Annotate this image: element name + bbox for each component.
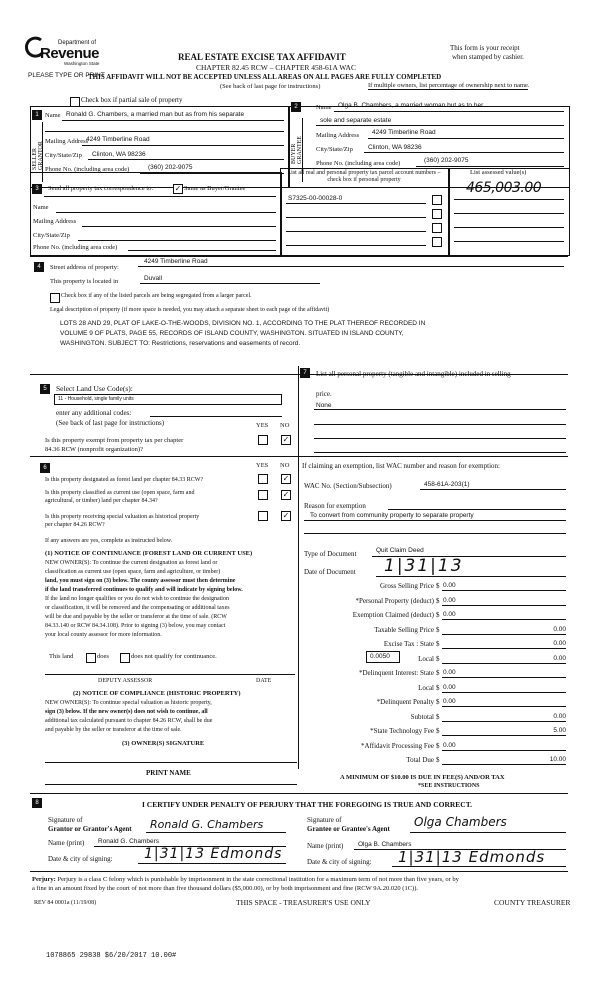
- calc-row-label: *Personal Property (deduct): [355, 597, 434, 605]
- calc-row-dollar: $: [436, 597, 440, 605]
- partial-sale-label: Check box if partial sale of property: [81, 96, 183, 104]
- grantor-name-value: Ronald G. Chambers: [98, 838, 160, 845]
- grantee-agent-label: Grantee or Grantee's Agent: [307, 825, 390, 833]
- county-treasurer: COUNTY TREASURER: [494, 898, 571, 907]
- calc-row: [300, 626, 570, 638]
- calc-row-label: Local: [418, 684, 434, 692]
- calc-row: [300, 611, 570, 623]
- current-use-question-line2: agricultural, or timber) land per chapter 84.34?: [45, 498, 158, 504]
- section-5-number: 5: [40, 384, 50, 394]
- calc-row: [300, 582, 570, 594]
- correspondence-name-label: Name: [33, 204, 49, 211]
- located-in-label: This property is located in: [50, 278, 119, 285]
- seller-side-label: SELLER GRANTOR: [32, 141, 44, 170]
- calc-row-value: 0.00: [553, 640, 566, 647]
- section-4-number: 4: [34, 262, 44, 272]
- dept-line1: Department of: [58, 40, 97, 46]
- buyer-city-value: Clinton, WA 98236: [368, 144, 422, 151]
- calc-row: [300, 727, 570, 739]
- wac-number-label: WAC No. (Section/Subsection): [304, 482, 392, 490]
- calc-row: [300, 669, 570, 681]
- calc-row-value: 0.00: [443, 597, 456, 604]
- parcel-personal-checkbox-2[interactable]: [432, 209, 442, 219]
- calc-row-label: Local: [418, 655, 434, 663]
- calc-row-value: 0.00: [443, 684, 456, 691]
- parcel-personal-checkbox-4[interactable]: [432, 237, 442, 247]
- form-chapter: CHAPTER 82.45 RCW – CHAPTER 458-61A WAC: [196, 63, 356, 72]
- calc-row-dollar: $: [436, 611, 440, 619]
- calc-row-value: 0.00: [443, 582, 456, 589]
- section-3-number: 3: [32, 184, 42, 194]
- calc-row-dollar: $: [436, 698, 440, 706]
- buyer-side-label: BUYER GRANTEE: [291, 136, 303, 164]
- document-date-label: Date of Document: [304, 568, 356, 576]
- seller-address-value: 4249 Timberline Road: [86, 136, 150, 143]
- calc-row: [300, 640, 570, 652]
- grantor-signature-of: Signature of: [48, 816, 83, 824]
- calc-row-dollar: $: [436, 669, 440, 677]
- legal-description-line3: WASHINGTON. SUBJECT TO: Restrictions, reservations and easements of record.: [60, 340, 301, 347]
- exempt-question-line1: Is this property exempt from property tax per chapter: [45, 437, 184, 444]
- dept-line3: Washington State: [64, 61, 100, 66]
- grantor-signature: Ronald G. Chambers: [150, 818, 264, 831]
- buyer-name-value: Olga B. Chambers, a married woman but as to her: [338, 102, 484, 109]
- segregated-label: Check box if any of the listed parcels are being segregated from a larger parcel.: [61, 293, 252, 299]
- calc-row-label: Taxable Selling Price: [374, 626, 434, 634]
- cashier-stamp: 1078865 29838 $6/20/2017 10.00#: [46, 952, 177, 960]
- notice-continuance-line7: will be due and payable by the seller or transferor at the time of sale. (RCW: [45, 614, 227, 620]
- parcel-header: List all real and personal property tax parcel account numbers – check box if personal property: [287, 170, 441, 183]
- notice-continuance-line8: 84.33.140 or RCW 84.34.108). Prior to signing (3) below, you may contact: [45, 623, 226, 629]
- seller-phone-value: (360) 202-9075: [148, 164, 193, 171]
- land-use-see-back: (See back of last page for instructions): [56, 419, 165, 427]
- parcel-value: S7325-00-00028-0: [288, 195, 343, 202]
- exempt-yes-checkbox[interactable]: [258, 435, 268, 445]
- please-type: PLEASE TYPE OR PRINT: [28, 72, 105, 79]
- parcel-personal-checkbox-1[interactable]: [432, 195, 442, 205]
- calc-row-label: *State Technology Fee: [370, 727, 434, 735]
- seller-city-label: City/State/Zip: [45, 152, 82, 159]
- section-8-number: 8: [32, 798, 42, 808]
- deputy-assessor-label: DEPUTY ASSESSOR: [98, 678, 153, 684]
- calc-row-value: 5.00: [553, 727, 566, 734]
- correspondence-address-label: Mailing Address: [33, 218, 77, 225]
- calc-row-value: 0.00: [553, 655, 566, 662]
- calc-row: [300, 655, 570, 667]
- grantor-date-label: Date & city of signing:: [48, 855, 113, 863]
- buyer-name-label: Name: [316, 104, 332, 111]
- street-address-value: 4249 Timberline Road: [144, 258, 208, 265]
- historic-question-line2: per chapter 84.26 RCW?: [45, 522, 105, 528]
- send-correspondence-label: Send all property tax correspondence to:: [48, 185, 154, 192]
- form-title: REAL ESTATE EXCISE TAX AFFIDAVIT: [178, 52, 346, 62]
- notice-continuance-title: (1) NOTICE OF CONTINUANCE (FOREST LAND OR CURRENT USE): [45, 550, 253, 557]
- notice-compliance-line2: sign (3) below. If the new owner(s) does not wish to continue, all: [45, 709, 208, 715]
- assessed-value: 465,003.00: [466, 180, 542, 196]
- calc-row-dollar: $: [436, 640, 440, 648]
- notice-continuance-line4: if the land transferred continues to qualify and will indicate by signing below.: [45, 587, 243, 593]
- calc-row-dollar: $: [436, 684, 440, 692]
- seller-city-value: Clinton, WA 98236: [92, 151, 146, 158]
- revision-code: REV 84 0001a (11/19/08): [34, 900, 97, 906]
- land-use-label: Select Land Use Code(s):: [56, 384, 133, 393]
- same-as-buyer-checkbox[interactable]: ✓: [174, 184, 182, 193]
- print-name-label: PRINT NAME: [146, 769, 191, 777]
- calc-row-dollar: $: [436, 727, 440, 735]
- seller-address-label: Mailing Address: [45, 138, 89, 145]
- legal-description-line2: VOLUME 9 OF PLATS, PAGE 55, RECORDS OF ISLAND COUNTY, WASHINGTON. SITUATED IN ISLAND COUNTY,: [60, 330, 404, 337]
- parcel-personal-checkbox-3[interactable]: [432, 223, 442, 233]
- calc-row-value: 0.00: [443, 669, 456, 676]
- calc-row: [300, 756, 570, 768]
- section-6-number: 6: [40, 463, 50, 473]
- document-date-value: 1|31|13: [384, 556, 464, 576]
- exempt-question-line2: 84.36 RCW (nonprofit organization)?: [45, 446, 143, 453]
- buyer-phone-value: (360) 202-9075: [424, 157, 469, 164]
- grantee-date-value: 1|31|13 Edmonds: [398, 848, 546, 866]
- claim-exemption-label: If claiming an exemption, list WAC number and reason for exemption:: [302, 462, 500, 470]
- notice-compliance-line4: and payable by the seller or transferor at the time of sale.: [45, 727, 182, 733]
- notice-continuance-line3: land, you must sign on (3) below. The county assessor must then determine: [45, 578, 236, 584]
- minimum-due-notice: A MINIMUM OF $10.00 IS DUE IN FEE(S) AND/OR TAX: [340, 774, 505, 781]
- land-does-not-label: does not qualify for continuance.: [131, 653, 217, 660]
- grantor-name-label: Name (print): [48, 839, 85, 847]
- wac-number-value: 458-61A-203(1): [424, 481, 470, 488]
- calc-row-label: *Affidavit Processing Fee: [361, 742, 434, 750]
- notice-compliance-line1: NEW OWNER(S): To continue special valuation as historic property,: [45, 700, 212, 706]
- current-use-no-checkbox[interactable]: ✓: [282, 490, 290, 499]
- forest-no-checkbox[interactable]: ✓: [282, 474, 290, 483]
- calc-row-label: *Delinquent Penalty: [376, 698, 434, 706]
- segregated-checkbox[interactable]: [50, 293, 60, 303]
- legal-description-label: Legal description of property (if more space is needed, you may attach a separate sheet to each page of the affidavit): [50, 307, 330, 313]
- section-1-number: 1: [32, 110, 42, 120]
- calc-row: [300, 597, 570, 609]
- section-2-number: 2: [291, 102, 301, 112]
- perjury-line1: [32, 876, 588, 883]
- forest-yes-checkbox[interactable]: [258, 474, 268, 484]
- calc-row-dollar: $: [436, 742, 440, 750]
- notice-continuance-line2: classification as current use (open space, farm and agriculture, or timber): [45, 569, 221, 575]
- calc-row: [300, 698, 570, 710]
- land-use-value: 11 - Household, single family units: [58, 396, 134, 402]
- current-use-question-line1: Is this property classified as current use (open space, farm and: [45, 490, 195, 496]
- this-land-label: This land: [49, 653, 74, 660]
- sec6-yes-label: YES: [256, 462, 269, 469]
- notice-continuance-line9: your local county assessor for more information.: [45, 632, 162, 638]
- notice-compliance-title: (2) NOTICE OF COMPLIANCE (HISTORIC PROPERTY): [73, 690, 241, 697]
- document-type-label: Type of Document: [304, 550, 357, 558]
- grantee-name-label: Name (print): [307, 842, 344, 850]
- additional-codes-label: enter any additional codes:: [56, 409, 132, 417]
- perjury-text-1: Perjury is a class C felony which is punishable by imprisonment in the state correctional institution for a maximum term of not more than five years, or by: [57, 876, 459, 883]
- document-type-value: Quit Claim Deed: [376, 547, 424, 554]
- calc-row-value: 0.00: [443, 742, 456, 749]
- calc-row-label: Subtotal: [410, 713, 434, 721]
- receipt-line1: This form is your receipt: [450, 44, 520, 52]
- if-yes-note: If any answers are yes, complete as instructed below.: [45, 538, 173, 544]
- notice-continuance-line5: If the land no longer qualifies or you do not wish to continue the designation: [45, 596, 229, 602]
- grantee-signature-of: Signature of: [307, 816, 342, 824]
- grantor-agent-label: Grantor or Grantor's Agent: [48, 825, 132, 833]
- calc-row-value: 0.00: [443, 698, 456, 705]
- historic-question-line1: Is this property receiving special valuation as historical property: [45, 514, 200, 520]
- notice-compliance-line3: additional tax calculated pursuant to chapter 84.26 RCW, shall be due: [45, 718, 213, 724]
- calc-row-dollar: $: [436, 713, 440, 721]
- multiple-owners-note: If multiple owners, list percentage of ownership next to name.: [368, 82, 530, 89]
- personal-property-value: None: [316, 402, 332, 409]
- land-does-not-checkbox[interactable]: [120, 653, 130, 663]
- buyer-address-value: 4249 Timberline Road: [372, 129, 436, 136]
- calc-row-label: Exemption Claimed (deduct): [352, 611, 434, 619]
- assessed-header: List assessed value(s): [470, 169, 527, 176]
- same-as-buyer-label: Same as Buyer/Grantee: [184, 185, 246, 192]
- seller-phone-label: Phone No. (including area code): [45, 166, 130, 173]
- reason-exemption-value: To convert from community property to separate property: [310, 512, 474, 519]
- treasurer-use-only: THIS SPACE - TREASURER'S USE ONLY: [236, 898, 371, 907]
- calc-row-dollar: $: [436, 582, 440, 590]
- located-in-value: Duvall: [144, 275, 163, 282]
- exempt-no-checkbox[interactable]: ✓: [282, 435, 290, 444]
- buyer-address-label: Mailing Address: [316, 132, 360, 139]
- land-does-checkbox[interactable]: [86, 653, 96, 663]
- grantee-date-label: Date & city of signing:: [307, 858, 372, 866]
- grantor-date-value: 1|31|13 Edmonds: [144, 846, 283, 862]
- see-instructions: *SEE INSTRUCTIONS: [418, 783, 480, 789]
- seller-name-label: Name: [45, 112, 61, 119]
- personal-property-price: price.: [316, 390, 332, 398]
- calc-row: [300, 684, 570, 696]
- forest-land-question: Is this property designated as forest land per chapter 84.33 RCW?: [45, 477, 204, 483]
- street-address-label: Street address of property:: [50, 264, 119, 271]
- buyer-phone-label: Phone No. (including area code): [316, 160, 401, 167]
- calc-row-label: Total Due: [406, 756, 434, 764]
- historic-no-checkbox[interactable]: ✓: [282, 511, 290, 520]
- calc-row: [300, 742, 570, 754]
- calc-row-label: *Delinquent Interest: State: [358, 669, 434, 677]
- land-does-label: does: [97, 653, 109, 660]
- not-accepted-notice: THIS AFFIDAVIT WILL NOT BE ACCEPTED UNLESS ALL AREAS ON ALL PAGES ARE FULLY COMPLETED: [88, 73, 442, 81]
- deputy-date-label: DATE: [256, 678, 272, 684]
- sec5-no-label: NO: [280, 422, 290, 429]
- reason-exemption-label: Reason for exemption: [304, 502, 366, 510]
- historic-yes-checkbox[interactable]: [258, 511, 268, 521]
- correspondence-phone-label: Phone No. (including area code): [33, 244, 118, 251]
- owner-signature-title: (3) OWNER(S) SIGNATURE: [122, 740, 205, 747]
- legal-description-line1: LOTS 28 AND 29, PLAT OF LAKE-O-THE-WOODS, DIVISION NO. 1, ACCORDING TO THE PLAT THEREOF RECORDED IN: [60, 320, 426, 327]
- seller-name-value: Ronald G. Chambers, a married man but as from his separate: [66, 111, 245, 118]
- grantee-name-value: Olga B. Chambers: [358, 841, 412, 848]
- dept-line2: Revenue: [40, 45, 100, 62]
- calc-row-value: 0.00: [553, 713, 566, 720]
- calc-row-value: 0.00: [443, 611, 456, 618]
- calc-row-dollar: $: [436, 756, 440, 764]
- buyer-city-label: City/State/Zip: [316, 146, 353, 153]
- perjury-bold: Perjury:: [32, 876, 56, 883]
- notice-continuance-line1: NEW OWNER(S): To continue the current designation as forest land or: [45, 560, 218, 566]
- calc-row-value: 10.00: [549, 756, 566, 763]
- perjury-text-2: a fine in an amount fixed by the court of not more than five thousand dollars ($5,000.00), or by both imprisonment and fine (RCW 9A.20.020 (1C)).: [32, 885, 419, 892]
- personal-property-label: List all personal property (tangible and intangible) included in selling: [316, 370, 511, 378]
- calc-row-label: Gross Selling Price: [379, 582, 434, 590]
- local-rate-value: 0.0050: [370, 653, 390, 660]
- correspondence-city-label: City/State/Zip: [33, 232, 70, 239]
- certify-statement: I CERTIFY UNDER PENALTY OF PERJURY THAT THE FOREGOING IS TRUE AND CORRECT.: [142, 800, 473, 809]
- calc-row: [300, 713, 570, 725]
- sec6-no-label: NO: [280, 462, 290, 469]
- notice-continuance-line6: or classification, it will be removed and the compensating or additional taxes: [45, 605, 230, 611]
- calc-row-label: Excise Tax : State: [383, 640, 434, 648]
- receipt-line2: when stamped by cashier.: [452, 53, 524, 61]
- current-use-yes-checkbox[interactable]: [258, 490, 268, 500]
- grantee-signature: Olga Chambers: [414, 815, 507, 829]
- see-back-top: (See back of last page for instructions): [220, 83, 321, 90]
- calc-row-dollar: $: [436, 655, 440, 663]
- calc-row-value: 0.00: [553, 626, 566, 633]
- sec5-yes-label: YES: [256, 422, 269, 429]
- buyer-name-value-2: sole and separate estate: [320, 117, 392, 124]
- section-7-number: 7: [300, 368, 310, 378]
- calc-row-dollar: $: [436, 626, 440, 634]
